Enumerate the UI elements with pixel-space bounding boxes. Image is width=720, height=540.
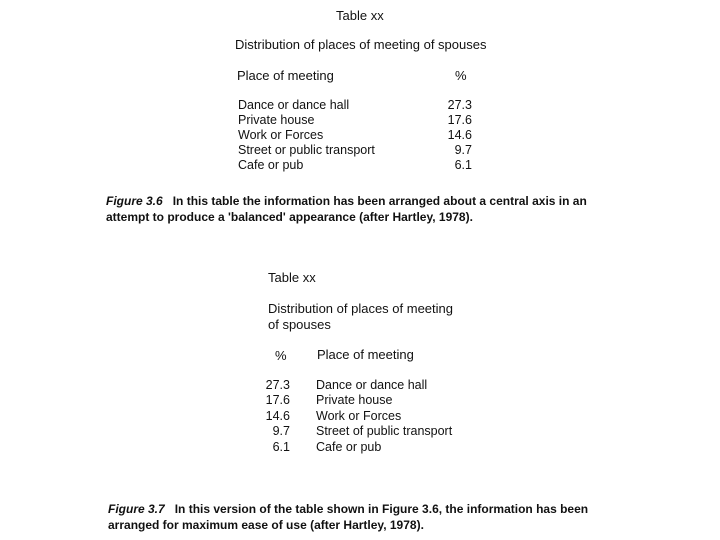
table-2-title: Table xx [268, 270, 316, 285]
table-1-row-place: Private house [238, 113, 315, 127]
figure-3-7-text: In this version of the table shown in Figure 3.6, the information has been arranged for maximum ease of use (after Hartley, 1978). [108, 502, 589, 532]
table-2-row-pct: 17.6 [265, 393, 290, 407]
table-1-row-place: Work or Forces [238, 128, 324, 142]
table-1-row-pct: 14.6 [447, 128, 472, 142]
figure-3-6-caption [106, 193, 626, 225]
table-2-subtitle-line-1: Distribution of places of meeting [268, 301, 453, 316]
table-1-header-place: Place of meeting [237, 68, 334, 83]
table-1-row-pct: 17.6 [447, 113, 472, 127]
figure-3-7-label: Figure 3.7 [108, 502, 165, 516]
table-1-title: Table xx [336, 8, 384, 23]
table-2-header-pct: % [275, 348, 287, 363]
table-2-row-place: Cafe or pub [316, 440, 382, 454]
table-1-row-pct: 6.1 [454, 158, 472, 172]
figure-3-7-caption [108, 501, 628, 533]
table-1-row-place: Street or public transport [238, 143, 375, 157]
table-1-row-pct: 9.7 [454, 143, 472, 157]
table-1-row-pct: 27.3 [447, 98, 472, 112]
table-2-row-pct: 14.6 [265, 409, 290, 423]
table-1-row-place: Dance or dance hall [238, 98, 350, 112]
table-2-row-pct: 27.3 [265, 378, 290, 392]
figure-3-6-text: In this table the information has been arranged about a central axis in an attempt to produce a 'balanced' appearance (after Hartley, 1978). [106, 194, 587, 224]
table-2-header-place: Place of meeting [317, 347, 414, 362]
figure-3-6-label: Figure 3.6 [106, 194, 163, 208]
table-2-row-place: Dance or dance hall [316, 378, 428, 392]
table-1-row-place: Cafe or pub [238, 158, 304, 172]
table-2-row-place: Private house [316, 393, 393, 407]
table-2-row-place: Street of public transport [316, 424, 453, 438]
table-2-row-pct: 9.7 [272, 424, 290, 438]
table-2-subtitle-line-2: of spouses [268, 317, 331, 332]
table-1-header-pct: % [455, 68, 467, 83]
table-2-row-place: Work or Forces [316, 409, 402, 423]
table-1-subtitle: Distribution of places of meeting of spouses [235, 37, 487, 52]
table-2-row-pct: 6.1 [272, 440, 290, 454]
